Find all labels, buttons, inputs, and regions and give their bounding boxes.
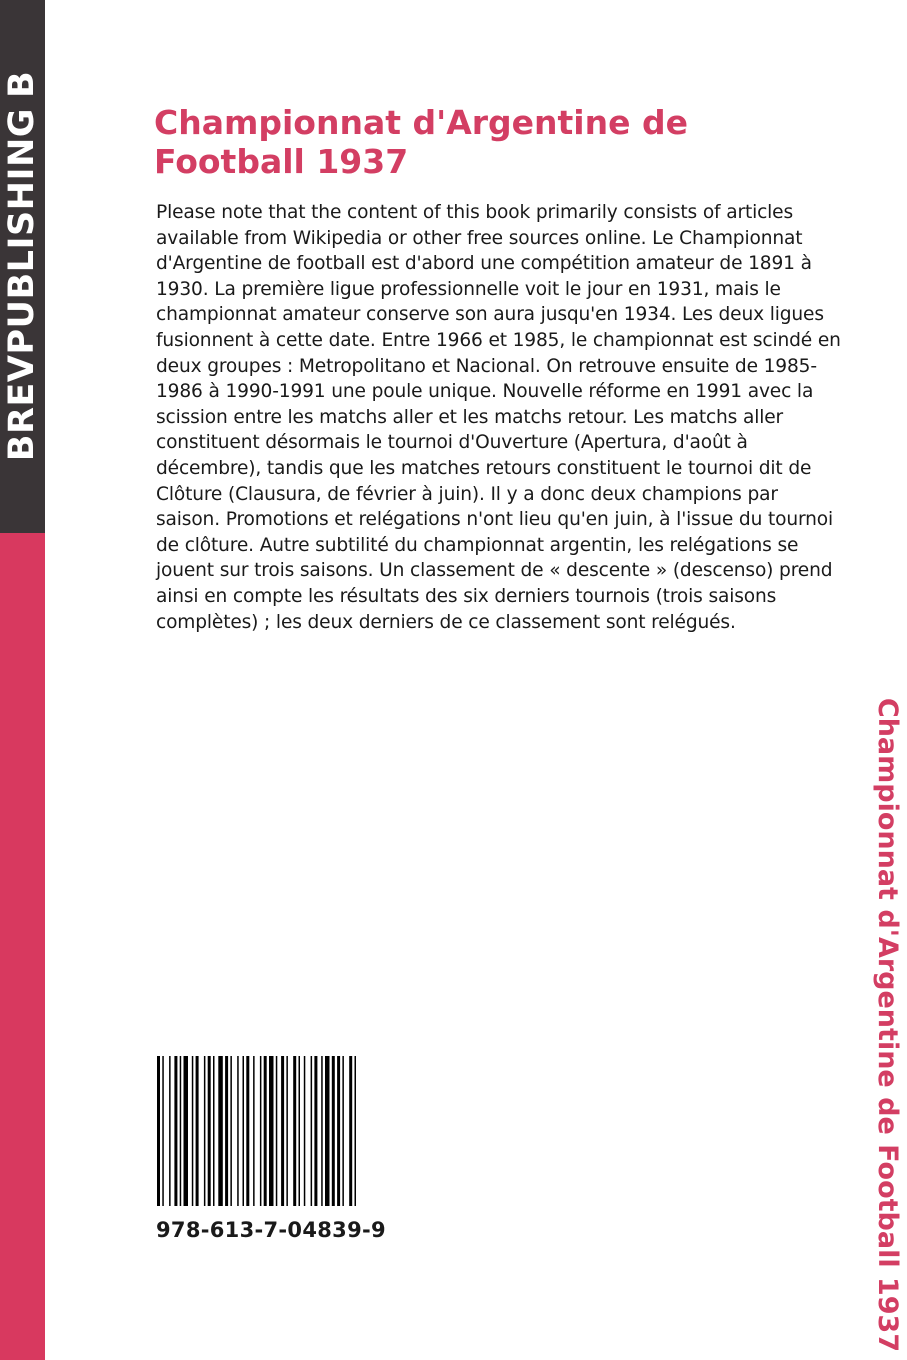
barcode-bar <box>253 1056 255 1206</box>
publisher-strip-accent <box>0 533 45 1360</box>
barcode-bar <box>264 1056 267 1206</box>
barcode-bar <box>314 1056 317 1206</box>
barcode-bar <box>157 1056 160 1206</box>
barcode-bar <box>304 1056 306 1206</box>
barcode-bar <box>204 1056 206 1206</box>
barcode-bar <box>260 1056 262 1206</box>
barcode-bar <box>276 1056 278 1206</box>
barcode-bar <box>349 1056 352 1206</box>
barcode-bar <box>180 1056 182 1206</box>
barcode-bar <box>174 1056 177 1206</box>
barcode-bar <box>230 1056 232 1206</box>
book-title: Championnat d'Argentine de Football 1937 <box>154 103 688 181</box>
barcode-bar <box>293 1056 296 1206</box>
isbn-number: 978-613-7-04839-9 <box>156 1218 386 1242</box>
barcode-bar <box>237 1056 239 1206</box>
barcode-bar <box>311 1056 313 1206</box>
publisher-brand <box>2 6 42 526</box>
barcode-bar <box>213 1056 215 1206</box>
barcode-bar <box>169 1056 171 1206</box>
barcode-bar <box>269 1056 274 1206</box>
spine-title: Championnat d'Argentine de Football 1937 <box>872 697 904 1353</box>
publisher-name: BREVPUBLISHING <box>2 107 42 462</box>
barcode-bar <box>355 1056 357 1206</box>
barcode-bar <box>184 1056 189 1206</box>
barcode-bar <box>218 1056 223 1206</box>
barcode-bar <box>246 1056 249 1206</box>
barcode-bar <box>225 1056 228 1206</box>
barcode-bar <box>321 1056 323 1206</box>
publisher-logo-icon: B <box>2 70 42 98</box>
barcode-bar <box>342 1056 344 1206</box>
barcode-bar <box>332 1056 335 1206</box>
barcode-bar <box>208 1056 211 1206</box>
barcode-bar <box>196 1056 199 1206</box>
barcode-bar <box>281 1056 284 1206</box>
barcode-bar <box>286 1056 288 1206</box>
barcode-bar <box>192 1056 194 1206</box>
barcode-bar <box>299 1056 301 1206</box>
barcode-bar <box>325 1056 330 1206</box>
book-description: Please note that the content of this book primarily consists of articles available from Wikipedia or other free sources online. Le Championnat d'Argentine de football est d'abord une compétition amateur de 1891 à 1930. La première ligue professionnelle voit le jour en 1931, mais le championnat amateur conserve son aura jusqu'en 1934. Les deux ligues fusionnent à cette date. Entre 1966 et 1985, le championnat est scindé en deux groupes : Metropolitano et Nacional. On retrouve ensuite de 1985-1986 à 1990-1991 une poule unique. Nouvelle réforme en 1991 avec la scission entre les matchs aller et les matchs retour. Les matchs aller constituent désormais le tournoi d'Ouverture (Apertura, d'août à décembre), tandis que les matches retours constituent le tournoi dit de Clôture (Clausura, de février à juin). Il y a donc deux champions par saison. Promotions et relégations n'ont lieu qu'en juin, à l'issue du tournoi de clôture. Autre subtilité du championnat argentin, les relégations se jouent sur trois saisons. Un classement de « descente » (descenso) prend ainsi en compte les résultats des six derniers tournois (trois saisons complètes) ; les deux derniers de ce classement sont relégués. <box>156 202 841 633</box>
barcode-bar <box>243 1056 245 1206</box>
barcode-bar <box>162 1056 164 1206</box>
barcode <box>155 1056 410 1206</box>
barcode-bar <box>337 1056 340 1206</box>
